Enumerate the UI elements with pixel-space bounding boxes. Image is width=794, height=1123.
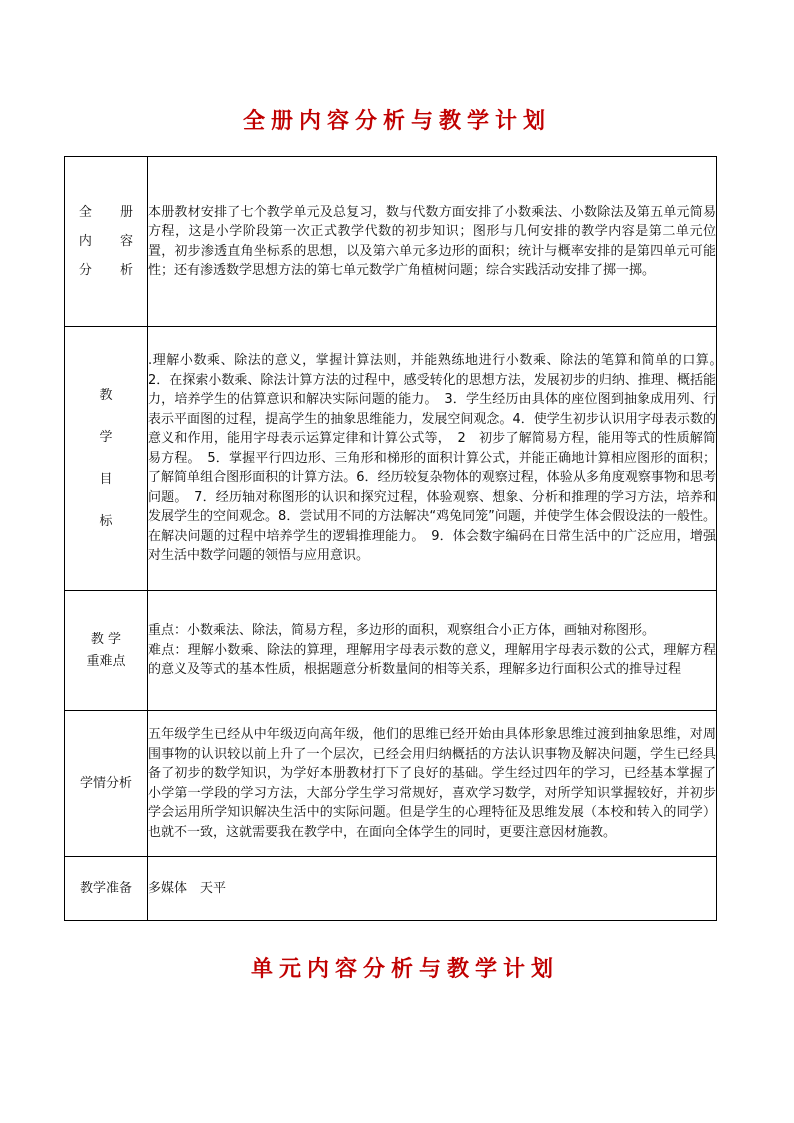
table-row-key-points: [65, 591, 717, 711]
section-title: 单元内容分析与教学计划: [250, 956, 559, 982]
table-row-overview: [65, 157, 717, 327]
row-label-line: 教: [99, 387, 113, 403]
row-label-line: 内 容: [78, 234, 146, 249]
row-content-student-analysis: 五年级学生已经从中年级迈向高年级，他们的思维已经开始由具体形象思维过渡到抽象思维，对周围事物的认识较以前上升了一个层次，已经会用归纳概括的方法认识事物及解决问题，学生已经具备了初步的数学知识，为学好本册教材打下了良好的基础。学生经过四年的学习，已经基本掌握了小学第一学段的学习方法，大部分学生学习常规好，喜欢学习数学，对所学知识掌握较好，并初步学会运用所学知识解决生活中的实际问题。但是学生的心理特征及思维发展（本校和转入的同学）也就不一致，这就需要我在教学中，在面向全体学生的同时，更要注意因材施教。: [148, 711, 717, 857]
row-label-line: 学: [99, 429, 113, 445]
table-row-student-analysis: [65, 711, 717, 857]
row-label-line: 重难点: [86, 653, 126, 669]
row-label-line: 分 析: [78, 263, 146, 278]
row-content-overview: 本册教材安排了七个教学单元及总复习，数与代数方面安排了小数乘法、小数除法及第五单元简易方程，这是小学阶段第一次正式教学代数的初步知识；图形与几何安排的教学内容是第二单元位置，初步渗透直角坐标系的思想，以及第六单元多边形的面积；统计与概率安排的是第四单元可能性；还有渗透数学思想方法的第七单元数学广角植树问题；综合实践活动安排了掷一掷。: [148, 157, 717, 327]
table-row-objectives: [65, 327, 717, 591]
row-label-preparation: [65, 857, 148, 921]
row-label-line: 教 学: [90, 631, 122, 647]
row-label-line: 学情分析: [79, 776, 132, 791]
page-title: 全册内容分析与教学计划: [242, 108, 551, 134]
key-points-difficulties: 难点：理解小数乘、除法的算理，理解用字母表示数的意义，理解用字母表示数的公式，理解方程的意义及等式的基本性质，根据题意分析数量间的相等关系，理解多边行面积公式的推导过程: [148, 642, 716, 678]
row-label-overview: [65, 157, 148, 327]
row-label-line: 全 册: [78, 205, 146, 220]
row-content-objectives: .理解小数乘、除法的意义，掌握计算法则，并能熟练地进行小数乘、除法的笔算和简单的口算。 2．在探索小数乘、除法计算方法的过程中，感受转化的思想方法，发展初步的归纳、推理、概括能力，培养学生的估算意识和解决实际问题的能力。 3．学生经历由具体的座位图到抽象成用列、行表示平面图的过程，提高学生的抽象思维能力，发展空间观念。4．使学生初步认识用字母表示数的意义和作用，能用字母表示运算定律和计算公式等， 2 初步了解简易方程，能用等式的性质解简易方程。 5．掌握平行四边形、三角形和梯形的面积计算公式，并能正确地计算相应图形的面积；了解简单组合图形面积的计算方法。6．经历较复杂物体的观察过程，体验从多角度观察事物和思考问题。 7．经历轴对称图形的认识和探究过程，体验观察、想象、分析和推理的学习方法，培养和发展学生的空间观念。8．尝试用不同的方法解决“鸡兔同笼”问题，并使学生体会假设法的一般性。在解决问题的过程中培养学生的逻辑推理能力。 9．体会数字编码在日常生活中的广泛应用，增强对生活中数学问题的领悟与应用意识。: [148, 327, 717, 591]
row-content-preparation: 多媒体 天平: [148, 857, 717, 921]
row-content-key-points: [148, 591, 717, 711]
row-label-line: 教学准备: [79, 881, 132, 896]
plan-table: [64, 156, 730, 921]
row-label-line: 标: [99, 513, 113, 529]
row-label-key-points: [65, 591, 148, 711]
row-label-line: 目: [99, 471, 113, 487]
key-points-emphasis: 重点：小数乘法、除法，简易方程，多边形的面积，观察组合小正方体，画轴对称图形。: [148, 623, 656, 639]
row-label-objectives: [65, 327, 148, 591]
table-row-preparation: [65, 857, 717, 921]
row-label-student-analysis: [65, 711, 148, 857]
